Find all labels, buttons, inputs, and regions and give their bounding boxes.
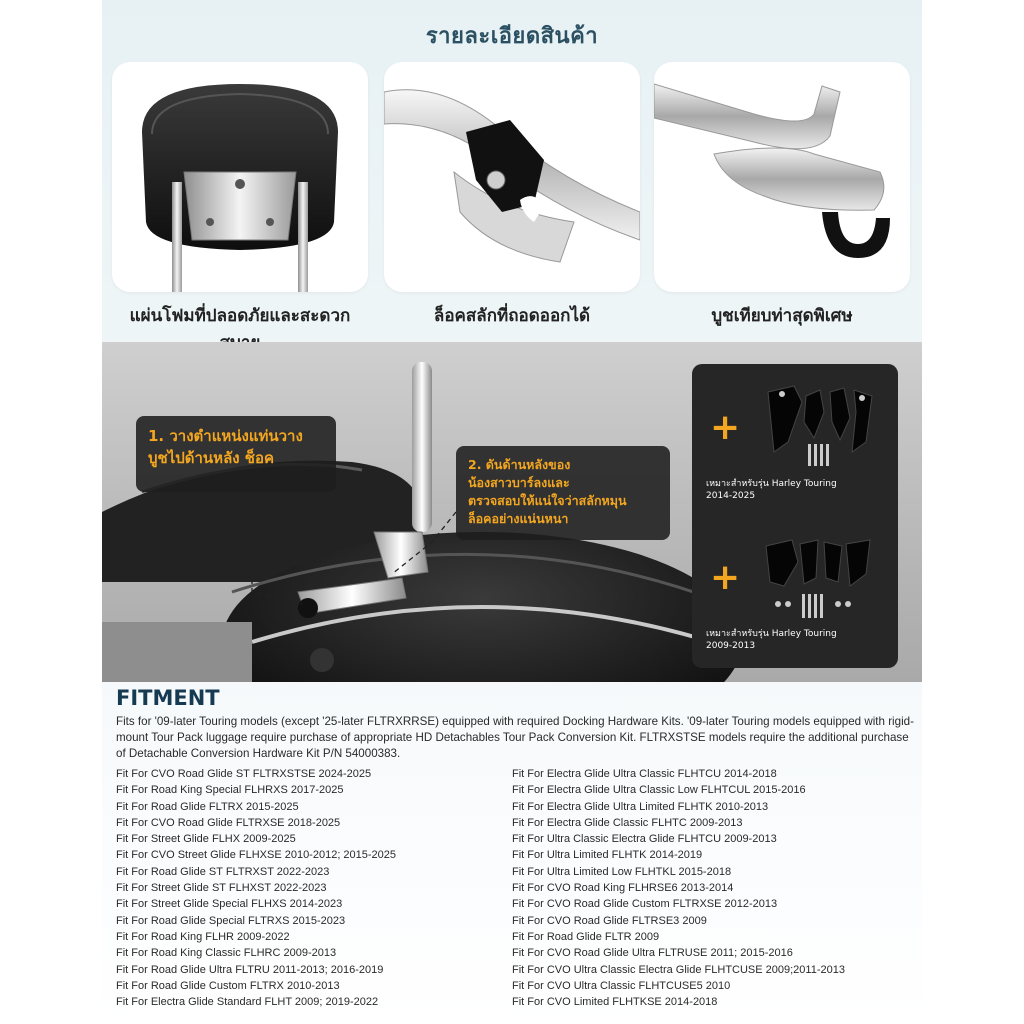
plus-icon: + (710, 557, 741, 598)
fitment-model-item: Fit For CVO Road Glide ST FLTRXSTSE 2024-2025 (116, 768, 372, 780)
card-bushing (654, 62, 910, 292)
install-step-2-line-1: 2. ดันด้านหลังของ (468, 457, 571, 472)
fitment-model-item: Fit For Electra Glide Ultra Classic Low FLHTCUL 2015-2016 (512, 784, 806, 797)
kit-2014-label-line-2: 2014-2025 (706, 491, 756, 502)
fitment-title: FITMENT (116, 686, 220, 710)
install-step-1-line-1: 1. วางตำแหน่งแท่นวาง (148, 427, 303, 445)
latch-image (384, 62, 640, 292)
plus-icon: + (710, 407, 741, 448)
fitment-model-item: Fit For CVO Road Glide FLTRSE3 2009 (512, 914, 707, 927)
fitment-model-item: Fit For Street Glide ST FLHXST 2022-2023 (116, 882, 327, 895)
card-caption-latch: ล็อคสลักที่ถอดออกได้ (433, 306, 591, 326)
install-step-1-callout (136, 416, 336, 492)
card-latch (384, 62, 640, 292)
fitment-model-item: Fit For Road Glide Custom FLTRX 2010-2013 (116, 979, 340, 992)
fitment-model-list-left (116, 766, 396, 1010)
fitment-model-item: Fit For Electra Glide Classic FLHTC 2009-2013 (512, 816, 743, 829)
fitment-model-item: Fit For CVO Road Glide Ultra FLTRUSE 2011; 2015-2016 (512, 947, 793, 960)
install-step-2-callout (456, 446, 670, 540)
card-backrest-pad (112, 62, 368, 292)
fitment-model-item: Fit For CVO Road Glide Custom FLTRXSE 2012-2013 (512, 898, 778, 911)
fitment-model-list-right (512, 766, 845, 1010)
fitment-model-item: Fit For Road King Special FLHRXS 2017-2025 (116, 784, 344, 797)
fitment-model-item: Fit For Electra Glide Ultra Limited FLHTK 2010-2013 (512, 800, 769, 813)
product-detail-sheet (102, 0, 922, 1024)
fitment-model-item: Fit For Electra Glide Ultra Classic FLHTCU 2014-2018 (512, 768, 777, 780)
fitment-model-item: Fit For CVO Street Glide FLHXSE 2010-2012; 2015-2025 (116, 849, 397, 862)
hardware-kit-panel (692, 364, 898, 668)
kit-2009-label-line-2: 2009-2013 (706, 641, 756, 652)
fitment-model-item: Fit For Road Glide FLTRX 2015-2025 (116, 800, 299, 813)
hardware-kit-2009-image (758, 534, 878, 624)
kit-2009-label (706, 628, 886, 652)
card-caption-bushing: บูชเทียบท่าสุดพิเศษ (711, 306, 853, 326)
install-step-2-line-4: ล็อคอย่างแน่นหนา (468, 511, 569, 527)
page-title: รายละเอียดสินค้า (425, 24, 599, 49)
installation-section (102, 342, 922, 682)
fitment-model-item: Fit For Road Glide FLTR 2009 (512, 930, 660, 943)
fitment-model-item: Fit For Ultra Limited FLHTK 2014-2019 (512, 849, 703, 862)
fitment-model-item: Fit For Road Glide Ultra FLTRU 2011-2013; 2016-2019 (116, 963, 384, 976)
fitment-model-item: Fit For CVO Ultra Classic FLHTCUSE5 2010 (512, 979, 731, 992)
fitment-model-item: Fit For Street Glide FLHX 2009-2025 (116, 833, 296, 846)
fitment-model-item: Fit For Road Glide ST FLTRXST 2022-2023 (116, 865, 330, 878)
fitment-model-item: Fit For CVO Limited FLHTKSE 2014-2018 (512, 996, 718, 1009)
install-step-1-line-2: บูชไปด้านหลัง ช็อค (148, 448, 275, 467)
fitment-model-item: Fit For Ultra Classic Electra Glide FLHTCU 2009-2013 (512, 833, 777, 846)
kit-2014-label (706, 478, 886, 502)
fitment-model-item: Fit For Electra Glide Standard FLHT 2009; 2019-2022 (116, 996, 379, 1009)
fitment-model-item: Fit For Ultra Limited Low FLHTKL 2015-2018 (512, 865, 732, 878)
kit-2014-label-line-1: เหมาะสำหรับรุ่น Harley Touring (706, 479, 837, 489)
fitment-model-item: Fit For Road King Classic FLHRC 2009-2013 (116, 947, 337, 960)
fitment-description: Fits for '09-later Touring models (except '25-later FLTRXRRSE) equipped with required Docking Hardware Kits. '09-later Touring models equipped with rigid-mount Tour Pack luggage require purchase of appropriate HD Detachables Tour Pack Conversion Kit. FLTRXSTSE models require the additional purchase of Detachable Conversion Hardware Kit P/N 54000383. (116, 715, 914, 761)
install-step-2-line-3: ตรวจสอบให้แน่ใจว่าสลักหมุน (468, 493, 627, 509)
fitment-model-item: Fit For Road King FLHR 2009-2022 (116, 930, 290, 943)
install-step-2-line-2: น้องสาวบาร์ลงและ (468, 475, 570, 491)
fitment-model-item: Fit For CVO Road King FLHRSE6 2013-2014 (512, 882, 734, 895)
card-caption-backrest: แผ่นโฟมที่ปลอดภัยและสะดวก (129, 306, 351, 326)
kit-2009-label-line-1: เหมาะสำหรับรุ่น Harley Touring (706, 629, 837, 639)
fitment-model-item: Fit For Road Glide Special FLTRXS 2015-2023 (116, 914, 346, 927)
fitment-model-item: Fit For Street Glide Special FLHXS 2014-2023 (116, 898, 343, 911)
bushing-image (654, 62, 910, 292)
hardware-kit-2014-image (758, 382, 878, 472)
fitment-model-item: Fit For CVO Ultra Classic Electra Glide FLHTCUSE 2009;2011-2013 (512, 963, 845, 976)
fitment-model-item: Fit For CVO Road Glide FLTRXSE 2018-2025 (116, 816, 341, 829)
backrest-pad-image (112, 62, 368, 292)
